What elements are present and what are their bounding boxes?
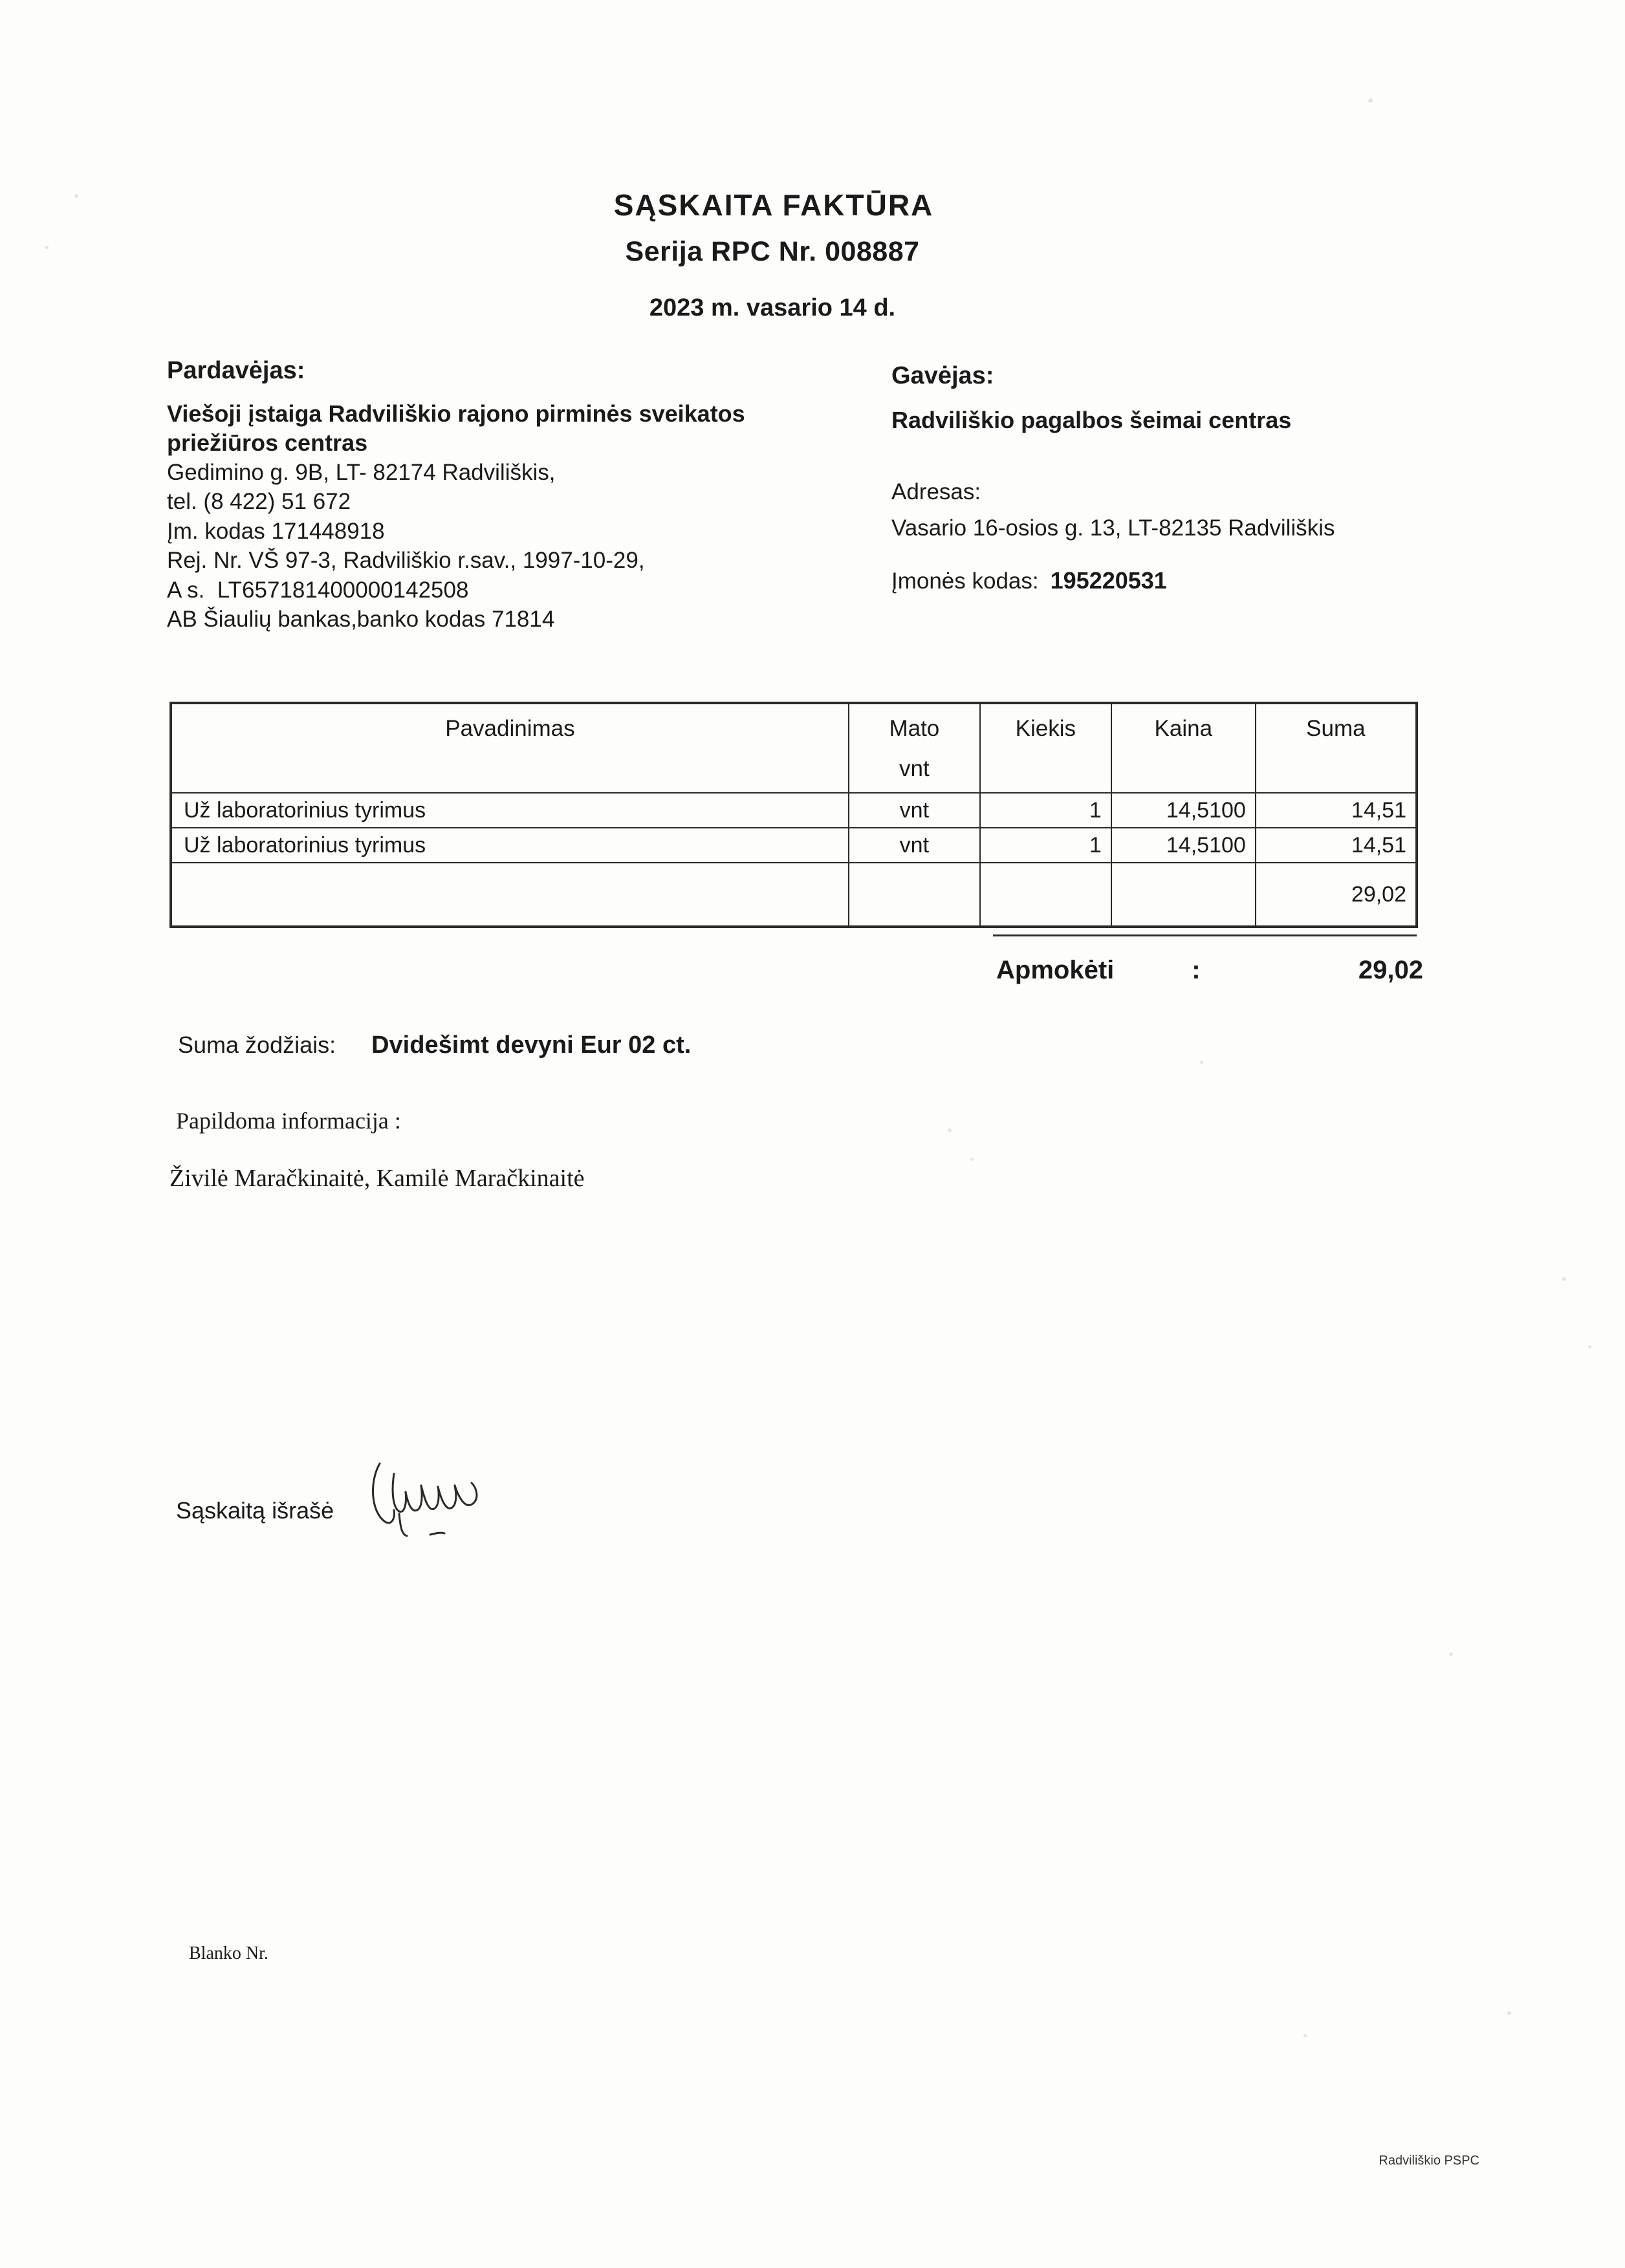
seller-bank: AB Šiaulių bankas,banko kodas 71814	[167, 607, 555, 632]
row-unit: vnt	[849, 793, 980, 828]
buyer-address-label: Adresas:	[891, 479, 981, 504]
row-name: Už laboratorinius tyrimus	[171, 793, 849, 828]
amount-in-words	[178, 1031, 691, 1059]
column-header-unit-top: Mato	[889, 716, 940, 741]
signature-label: Sąskaitą išrašė	[176, 1497, 334, 1524]
invoice-serial-number: Serija RPC Nr. 008887	[625, 236, 920, 267]
seller-account: A s. LT657181400000142508	[167, 577, 469, 603]
row-name: Už laboratorinius tyrimus	[171, 828, 849, 863]
payment-label: Apmokėti	[996, 956, 1115, 984]
total-row-name	[171, 863, 849, 926]
total-row-unit	[849, 863, 980, 926]
buyer-company-code-row	[891, 567, 1538, 594]
row-qty: 1	[980, 793, 1111, 828]
buyer-name: Radviliškio pagalbos šeimai centras	[891, 407, 1292, 433]
row-qty: 1	[980, 828, 1111, 863]
buyer-label: Gavėjas:	[891, 362, 994, 389]
payment-total	[996, 956, 1423, 985]
row-sum: 14,51	[1256, 828, 1416, 863]
amount-in-words-label: Suma žodžiais:	[178, 1031, 336, 1058]
row-price: 14,5100	[1111, 828, 1256, 863]
payment-divider	[993, 934, 1417, 936]
table-total-row	[171, 863, 1416, 926]
column-header-price: Kaina	[1111, 704, 1256, 793]
seller-name: Viešoji įstaiga Radviliškio rajono pirminės sveikatos priežiūros centras	[167, 400, 745, 457]
seller-label: Pardavėjas:	[167, 357, 305, 384]
buyer-address: Vasario 16-osios g. 13, LT-82135 Radviliškis	[891, 515, 1335, 541]
table-header-row	[171, 704, 1416, 793]
additional-info-value: Živilė Maračkinaitė, Kamilė Maračkinaitė	[169, 1165, 585, 1192]
seller-registration: Rej. Nr. VŠ 97-3, Radviliškio r.sav., 1997-10-29,	[167, 548, 645, 574]
column-header-unit	[849, 704, 980, 793]
row-unit: vnt	[849, 828, 980, 863]
total-row-sum: 29,02	[1256, 863, 1416, 926]
column-header-sum: Suma	[1256, 704, 1416, 793]
column-header-unit-sub: vnt	[899, 756, 930, 781]
column-header-name: Pavadinimas	[171, 704, 849, 793]
table-row	[171, 793, 1416, 828]
table-row	[171, 828, 1416, 863]
payment-colon: :	[1192, 956, 1201, 984]
buyer-company-code-label: Įmonės kodas:	[891, 568, 1039, 594]
buyer-block	[891, 362, 1538, 594]
amount-in-words-value: Dvidešimt devyni Eur 02 ct.	[371, 1031, 692, 1059]
total-row-price	[1111, 863, 1256, 926]
column-header-qty: Kiekis	[980, 704, 1111, 793]
blank-number-label: Blanko Nr.	[189, 1943, 268, 1963]
seller-address: Gedimino g. 9B, LT- 82174 Radviliškis,	[167, 459, 556, 485]
line-items-table	[169, 702, 1418, 928]
seller-block	[167, 357, 878, 634]
seller-company-code: Įm. kodas 171448918	[167, 518, 385, 544]
page-title: SĄSKAITA FAKTŪRA	[613, 188, 934, 222]
additional-info-label: Papildoma informacija :	[176, 1108, 401, 1134]
footer-printer: Radviliškio PSPC	[1379, 2154, 1479, 2168]
invoice-date: 2023 m. vasario 14 d.	[649, 294, 896, 321]
row-price: 14,5100	[1111, 793, 1256, 828]
total-row-qty	[980, 863, 1111, 926]
signature-scribble-icon	[365, 1452, 534, 1542]
buyer-company-code-value: 195220531	[1050, 567, 1167, 594]
row-sum: 14,51	[1256, 793, 1416, 828]
payment-value: 29,02	[1358, 956, 1423, 984]
seller-phone: tel. (8 422) 51 672	[167, 489, 351, 515]
